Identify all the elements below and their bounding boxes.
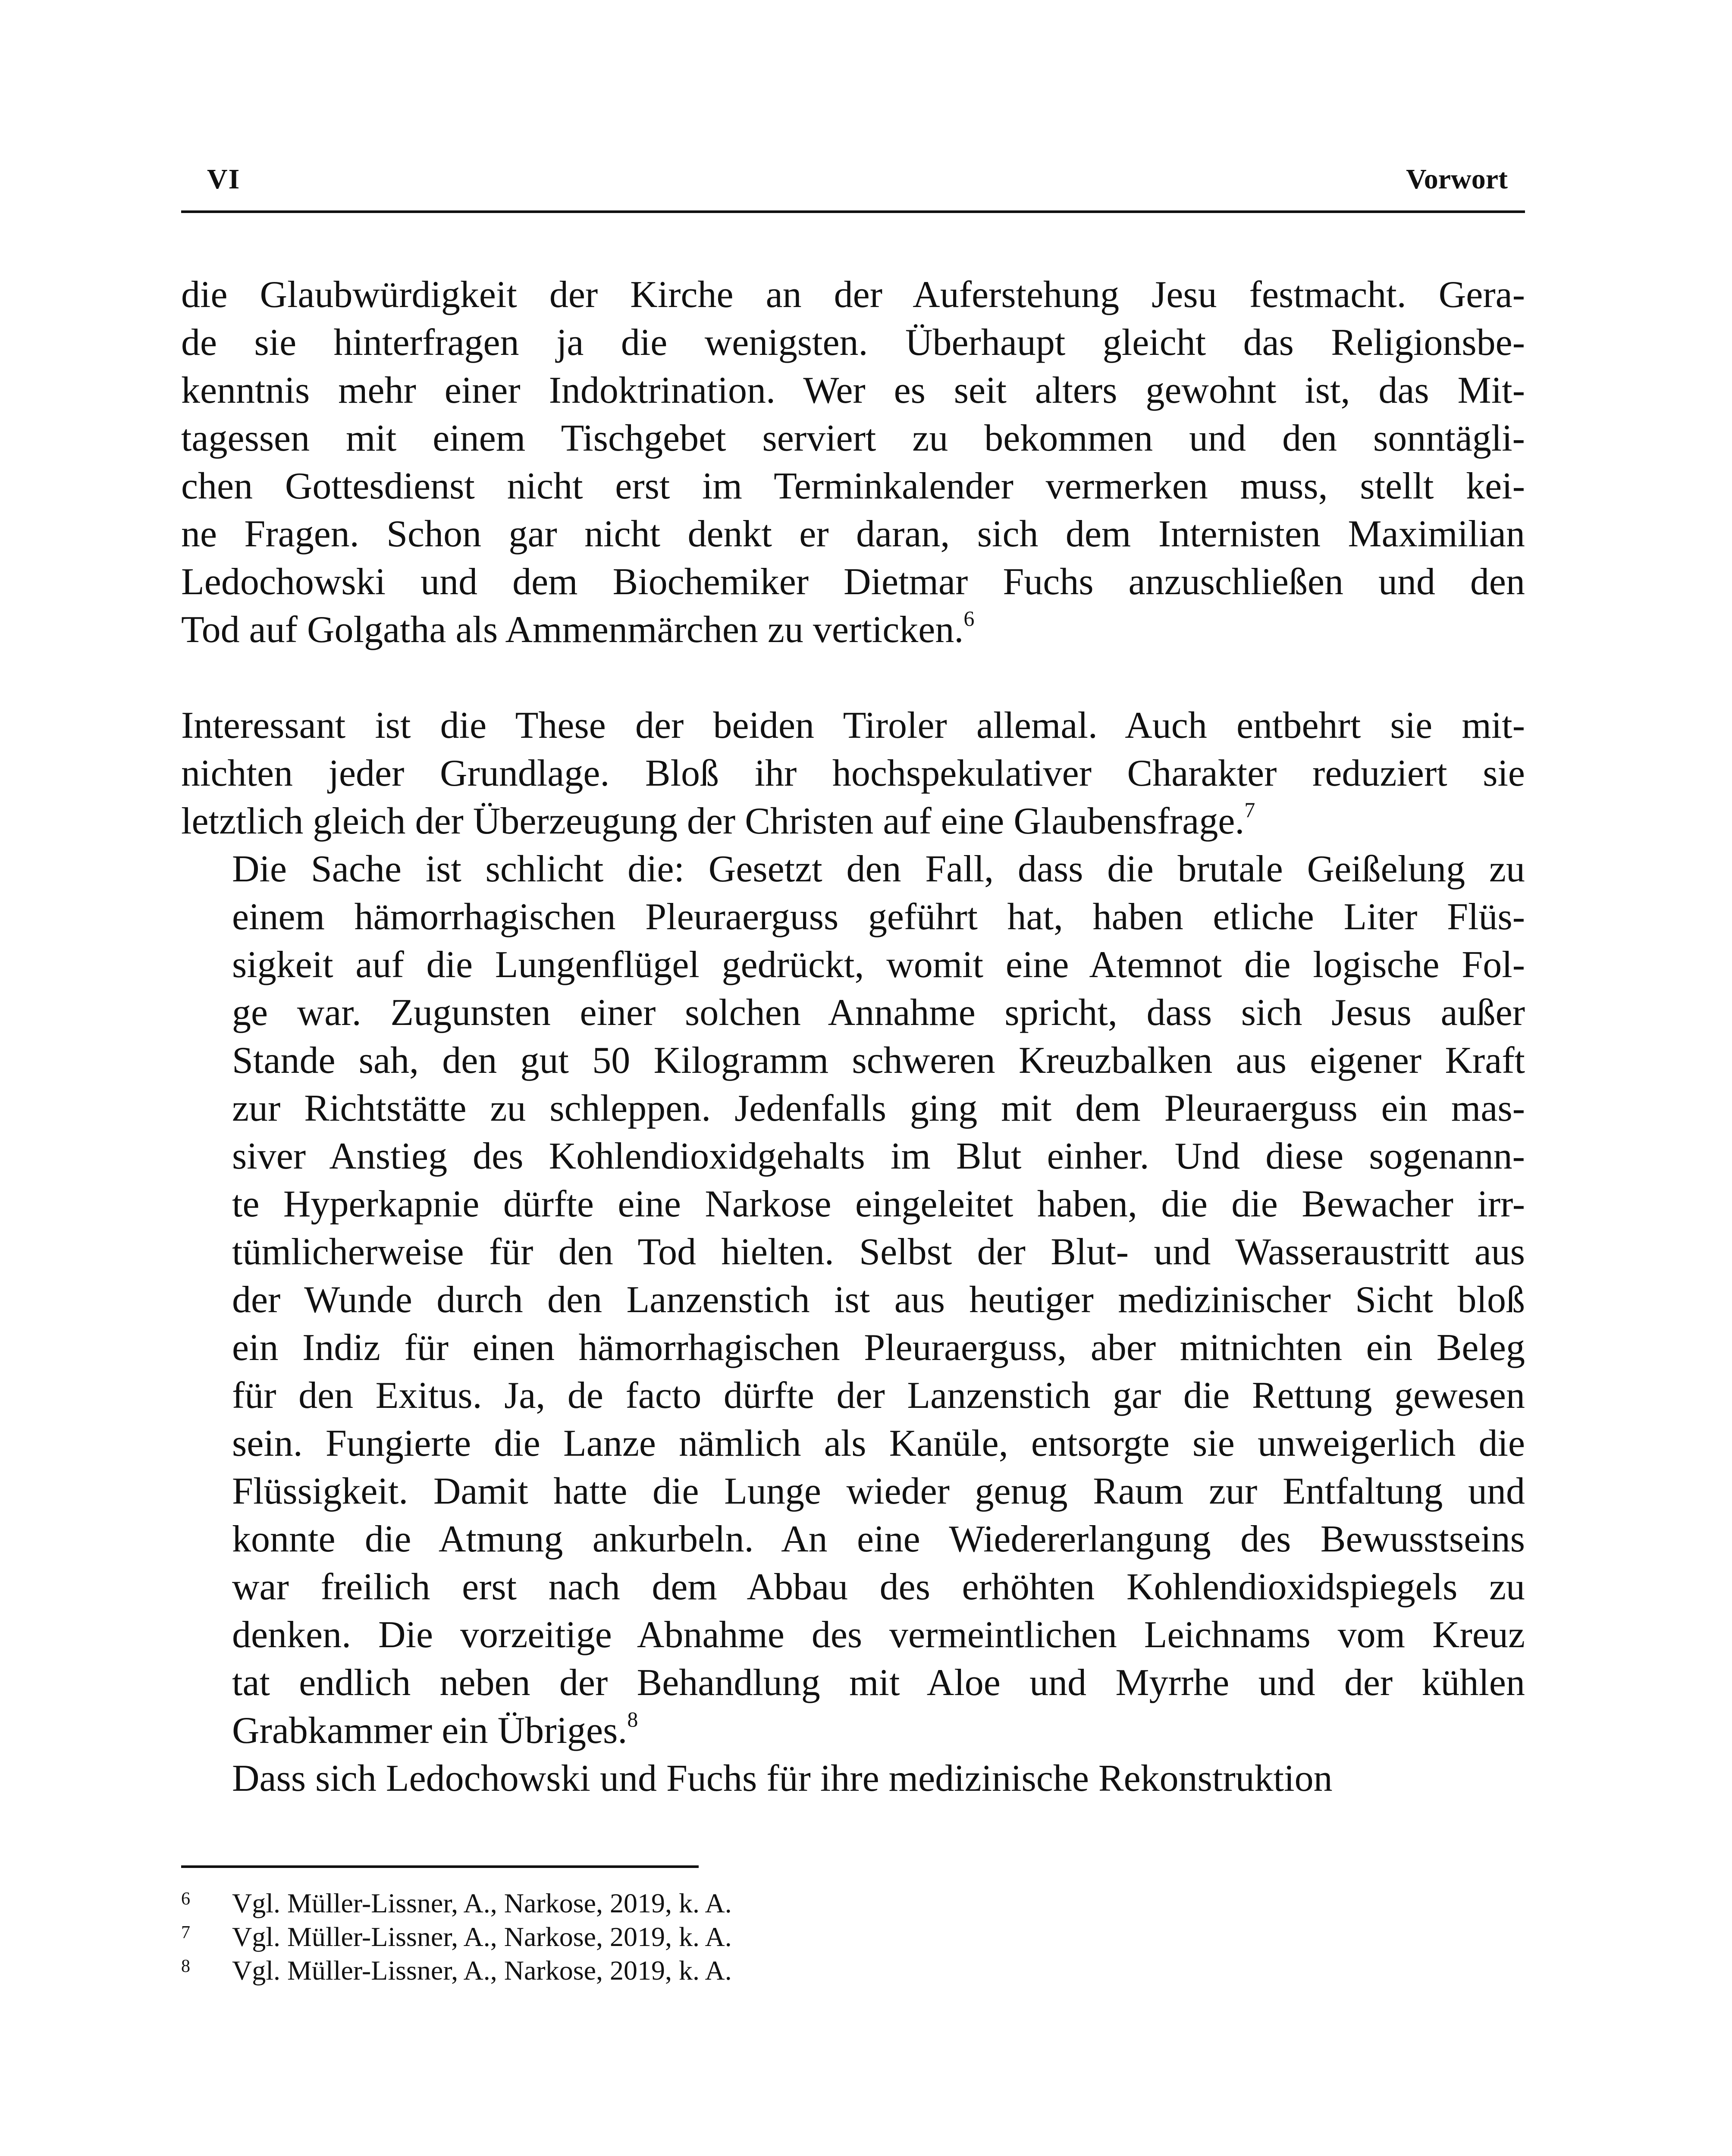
line-text: Dass sich Ledochowski und Fuchs für ihre medizinische Rekonstruktion xyxy=(232,1758,1333,1799)
text-line xyxy=(181,1659,1525,1707)
line-text: chen Gottesdienst nicht erst im Terminkalender vermerken muss, stellt kei- xyxy=(181,465,1525,507)
text-line xyxy=(181,1420,1525,1467)
paragraph-2 xyxy=(181,702,1525,845)
text-line xyxy=(181,319,1525,367)
footnote-separator xyxy=(181,1865,699,1868)
text-line xyxy=(181,1084,1525,1132)
footnotes xyxy=(181,1887,1518,1987)
line-text: tagessen mit einem Tischgebet serviert zu bekommen und den sonntägli- xyxy=(181,417,1525,459)
line-text: Grabkammer ein Übriges. xyxy=(232,1710,628,1752)
footnote-7 xyxy=(181,1920,1518,1954)
text-line xyxy=(181,1180,1525,1228)
line-text: sein. Fungierte die Lanze nämlich als Kanüle, entsorgte sie unweigerlich die xyxy=(232,1423,1525,1464)
text-line xyxy=(181,462,1525,510)
text-line xyxy=(181,367,1525,414)
text-line xyxy=(181,558,1525,606)
paragraph-1 xyxy=(181,271,1525,654)
text-line xyxy=(181,1515,1525,1563)
text-line xyxy=(181,1132,1525,1180)
footnote-text: Vgl. Müller-Lissner, A., Narkose, 2019, k. A. xyxy=(232,1888,732,1918)
line-text: Flüssigkeit. Damit hatte die Lunge wieder genug Raum zur Entfaltung und xyxy=(232,1470,1525,1512)
text-line xyxy=(181,271,1525,319)
text-line xyxy=(181,702,1525,749)
text-line xyxy=(181,1228,1525,1276)
text-line xyxy=(181,414,1525,462)
footnote-reference[interactable]: 8 xyxy=(627,1707,638,1731)
body-text xyxy=(181,271,1525,1802)
line-text: einem hämorrhagischen Pleuraerguss geführt hat, haben etliche Liter Flüs- xyxy=(232,896,1525,938)
section-title: Vorwort xyxy=(1406,163,1508,195)
line-text: siver Anstieg des Kohlendioxidgehalts im Blut einher. Und diese sogenann- xyxy=(232,1135,1525,1177)
footnote-8 xyxy=(181,1954,1518,1987)
line-text: denken. Die vorzeitige Abnahme des vermeintlichen Leichnams vom Kreuz xyxy=(232,1614,1525,1656)
text-line xyxy=(181,749,1525,797)
line-text: tat endlich neben der Behandlung mit Aloe und Myrrhe und der kühlen xyxy=(232,1662,1525,1704)
footnote-reference[interactable]: 7 xyxy=(1244,797,1255,822)
line-text: de sie hinterfragen ja die wenigsten. Überhaupt gleicht das Religionsbe- xyxy=(181,322,1525,364)
line-text: Stande sah, den gut 50 Kilogramm schweren Kreuzbalken aus eigener Kraft xyxy=(232,1040,1525,1081)
text-line xyxy=(181,1467,1525,1515)
text-line xyxy=(181,1707,1525,1755)
footnote-text: Vgl. Müller-Lissner, A., Narkose, 2019, k. A. xyxy=(232,1921,732,1952)
line-text: war freilich erst nach dem Abbau des erhöhten Kohlendioxidspiegels zu xyxy=(232,1566,1525,1608)
text-line xyxy=(181,606,1525,654)
text-line xyxy=(181,797,1525,845)
text-line xyxy=(181,1563,1525,1611)
line-text: te Hyperkapnie dürfte eine Narkose eingeleitet haben, die die Bewacher irr- xyxy=(232,1183,1525,1225)
footnote-reference[interactable]: 6 xyxy=(963,606,975,630)
line-text: tümlicherweise für den Tod hielten. Selbst der Blut- und Wasseraustritt aus xyxy=(232,1231,1525,1273)
text-line xyxy=(181,510,1525,558)
line-text: letztlich gleich der Überzeugung der Christen auf eine Glaubensfrage. xyxy=(181,800,1245,842)
footnote-mark: 8 xyxy=(181,1956,190,1976)
line-text: Die Sache ist schlicht die: Gesetzt den Fall, dass die brutale Geißelung zu xyxy=(232,848,1525,890)
text-line xyxy=(181,989,1525,1037)
line-text: der Wunde durch den Lanzenstich ist aus heutiger medizinischer Sicht bloß xyxy=(232,1279,1525,1321)
line-text: ge war. Zugunsten einer solchen Annahme spricht, dass sich Jesus außer xyxy=(232,992,1525,1034)
text-line xyxy=(181,1755,1525,1802)
text-line xyxy=(181,1611,1525,1659)
footnote-mark: 7 xyxy=(181,1923,190,1943)
line-text: Tod auf Golgatha als Ammenmärchen zu verticken. xyxy=(181,609,964,651)
line-text: kenntnis mehr einer Indoktrination. Wer es seit alters gewohnt ist, das Mit- xyxy=(181,370,1525,411)
line-text: Ledochowski und dem Biochemiker Dietmar Fuchs anzuschließen und den xyxy=(181,561,1525,603)
text-line xyxy=(181,1276,1525,1324)
text-line xyxy=(181,1324,1525,1372)
text-line xyxy=(181,1372,1525,1420)
footnote-mark: 6 xyxy=(181,1889,190,1909)
line-text: zur Richtstätte zu schleppen. Jedenfalls ging mit dem Pleuraerguss ein mas- xyxy=(232,1087,1525,1129)
paragraph-4 xyxy=(181,1755,1525,1802)
line-text: sigkeit auf die Lungenflügel gedrückt, womit eine Atemnot die logische Fol- xyxy=(232,944,1525,986)
line-text: ne Fragen. Schon gar nicht denkt er daran, sich dem Internisten Maximilian xyxy=(181,513,1525,555)
paragraph-3 xyxy=(181,845,1525,1755)
line-text: nichten jeder Grundlage. Bloß ihr hochspekulativer Charakter reduziert sie xyxy=(181,752,1525,794)
line-text: ein Indiz für einen hämorrhagischen Pleuraerguss, aber mitnichten ein Beleg xyxy=(232,1327,1525,1369)
footnote-6 xyxy=(181,1887,1518,1920)
text-line xyxy=(181,893,1525,941)
text-line xyxy=(181,941,1525,989)
line-text: Interessant ist die These der beiden Tiroler allemal. Auch entbehrt sie mit- xyxy=(181,705,1525,746)
text-line xyxy=(181,845,1525,893)
running-header xyxy=(181,163,1525,213)
line-text: konnte die Atmung ankurbeln. An eine Wiedererlangung des Bewusstseins xyxy=(232,1518,1525,1560)
line-text: die Glaubwürdigkeit der Kirche an der Auferstehung Jesu festmacht. Gera- xyxy=(181,274,1525,316)
page-number: VI xyxy=(207,163,241,195)
text-line xyxy=(181,1037,1525,1084)
line-text: für den Exitus. Ja, de facto dürfte der Lanzenstich gar die Rettung gewesen xyxy=(232,1375,1525,1416)
footnote-text: Vgl. Müller-Lissner, A., Narkose, 2019, k. A. xyxy=(232,1955,732,1986)
